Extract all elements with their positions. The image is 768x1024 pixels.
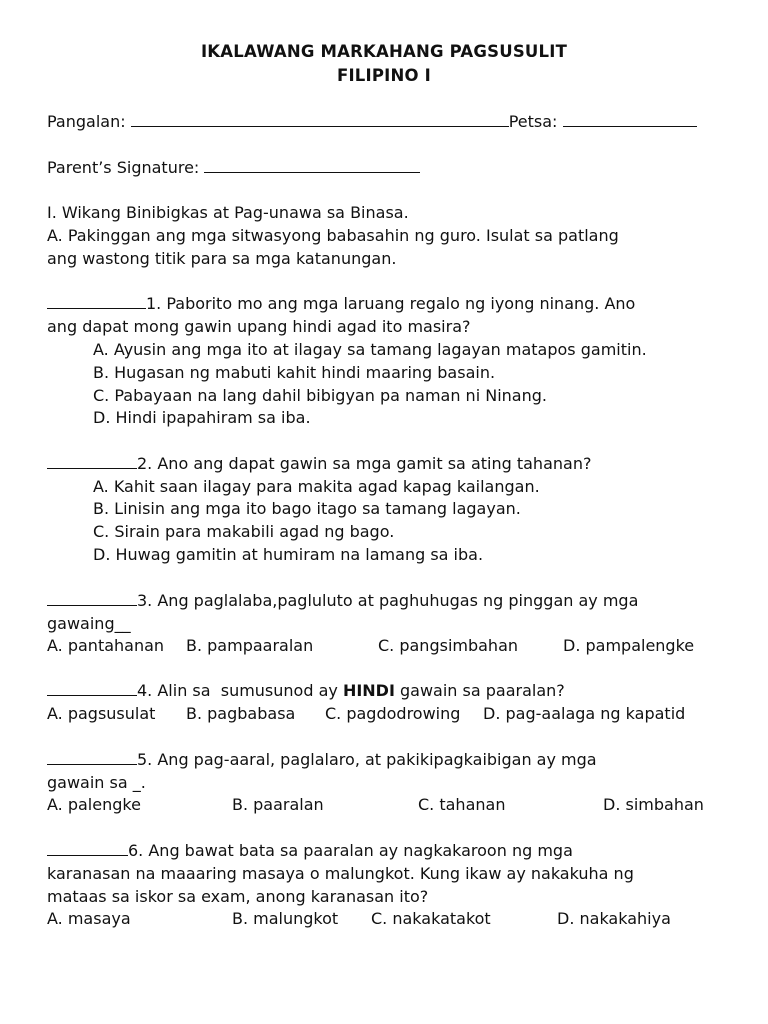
signature-row	[47, 157, 420, 179]
q6-option-d: D. nakakahiya	[557, 909, 671, 928]
question-3-text: 3. Ang paglalaba,pagluluto at paghuhugas ng pinggan ay mga	[137, 591, 639, 610]
question-4-text-end: gawain sa paaralan?	[394, 681, 565, 700]
q2-option-c: C. Sirain para makabili agad ng bago.	[93, 522, 395, 541]
q2-option-b: B. Linisin ang mga ito bago itago sa tamang lagayan.	[93, 499, 521, 518]
name-row	[47, 111, 697, 133]
answer-blank-6[interactable]	[47, 840, 128, 856]
question-6-text: 6. Ang bawat bata sa paaralan ay nagkakaroon ng mga	[128, 841, 573, 860]
question-1-cont: ang dapat mong gawin upang hindi agad ito masira?	[47, 317, 471, 336]
signature-blank[interactable]	[204, 157, 420, 173]
answer-blank-1[interactable]	[47, 293, 146, 309]
q3-option-c: C. pangsimbahan	[378, 636, 519, 655]
q4-option-b: B. pagbabasa	[186, 704, 296, 723]
question-3-cont: gawaing__	[47, 614, 131, 633]
question-6-cont-2: mataas sa iskor sa exam, anong karanasan ito?	[47, 887, 429, 906]
question-1	[47, 293, 635, 315]
question-5-text: 5. Ang pag-aaral, paglalaro, at pakikipagkaibigan ay mga	[137, 750, 597, 769]
question-4-emphasis: HINDI	[342, 681, 395, 700]
exam-subtitle: FILIPINO I	[336, 66, 431, 85]
question-5-cont: gawain sa _.	[47, 773, 146, 792]
q4-option-d: D. pag-aalaga ng kapatid	[483, 704, 686, 723]
answer-blank-5[interactable]	[47, 749, 137, 765]
name-label: Pangalan:	[47, 112, 126, 131]
instruction-line-1: A. Pakinggan ang mga sitwasyong babasahin ng guro. Isulat sa patlang	[47, 226, 619, 245]
q5-option-c: C. tahanan	[418, 795, 506, 814]
date-label: Petsa:	[508, 112, 558, 131]
question-5	[47, 749, 597, 771]
q6-option-b: B. malungkot	[232, 909, 339, 928]
q5-option-d: D. simbahan	[603, 795, 704, 814]
q2-option-d: D. Huwag gamitin at humiram na lamang sa iba.	[93, 545, 484, 564]
q4-option-c: C. pagdodrowing	[325, 704, 461, 723]
q6-option-c: C. nakakatakot	[371, 909, 491, 928]
question-4-text: 4. Alin sa sumusunod ay	[137, 681, 343, 700]
section-heading: I. Wikang Binibigkas at Pag-unawa sa Binasa.	[47, 203, 409, 222]
exam-title: IKALAWANG MARKAHANG PAGSUSULIT	[200, 42, 568, 61]
q3-option-b: B. pampaaralan	[186, 636, 314, 655]
q6-option-a: A. masaya	[47, 909, 131, 928]
date-blank[interactable]	[563, 111, 697, 127]
q4-option-a: A. pagsusulat	[47, 704, 156, 723]
question-1-text: 1. Paborito mo ang mga laruang regalo ng iyong ninang. Ano	[146, 294, 636, 313]
question-6-cont-1: karanasan na maaaring masaya o malungkot. Kung ikaw ay nakakuha ng	[47, 864, 634, 883]
q1-option-c: C. Pabayaan na lang dahil bibigyan pa naman ni Ninang.	[93, 386, 547, 405]
question-2	[47, 453, 591, 475]
question-4	[47, 680, 565, 702]
q3-option-d: D. pampalengke	[563, 636, 695, 655]
name-blank[interactable]	[131, 111, 509, 127]
instruction-line-2: ang wastong titik para sa mga katanungan.	[47, 249, 397, 268]
q1-option-b: B. Hugasan ng mabuti kahit hindi maaring basain.	[93, 363, 496, 382]
answer-blank-4[interactable]	[47, 680, 137, 696]
q1-option-d: D. Hindi ipapahiram sa iba.	[93, 408, 311, 427]
question-3	[47, 590, 638, 612]
signature-label: Parent’s Signature:	[47, 158, 200, 177]
q2-option-a: A. Kahit saan ilagay para makita agad kapag kailangan.	[93, 477, 540, 496]
answer-blank-3[interactable]	[47, 590, 137, 606]
q5-option-b: B. paaralan	[232, 795, 324, 814]
question-6	[47, 840, 573, 862]
question-2-text: 2. Ano ang dapat gawin sa mga gamit sa ating tahanan?	[137, 454, 592, 473]
q1-option-a: A. Ayusin ang mga ito at ilagay sa tamang lagayan matapos gamitin.	[93, 340, 647, 359]
answer-blank-2[interactable]	[47, 453, 137, 469]
q5-option-a: A. palengke	[47, 795, 141, 814]
q3-option-a: A. pantahanan	[47, 636, 165, 655]
